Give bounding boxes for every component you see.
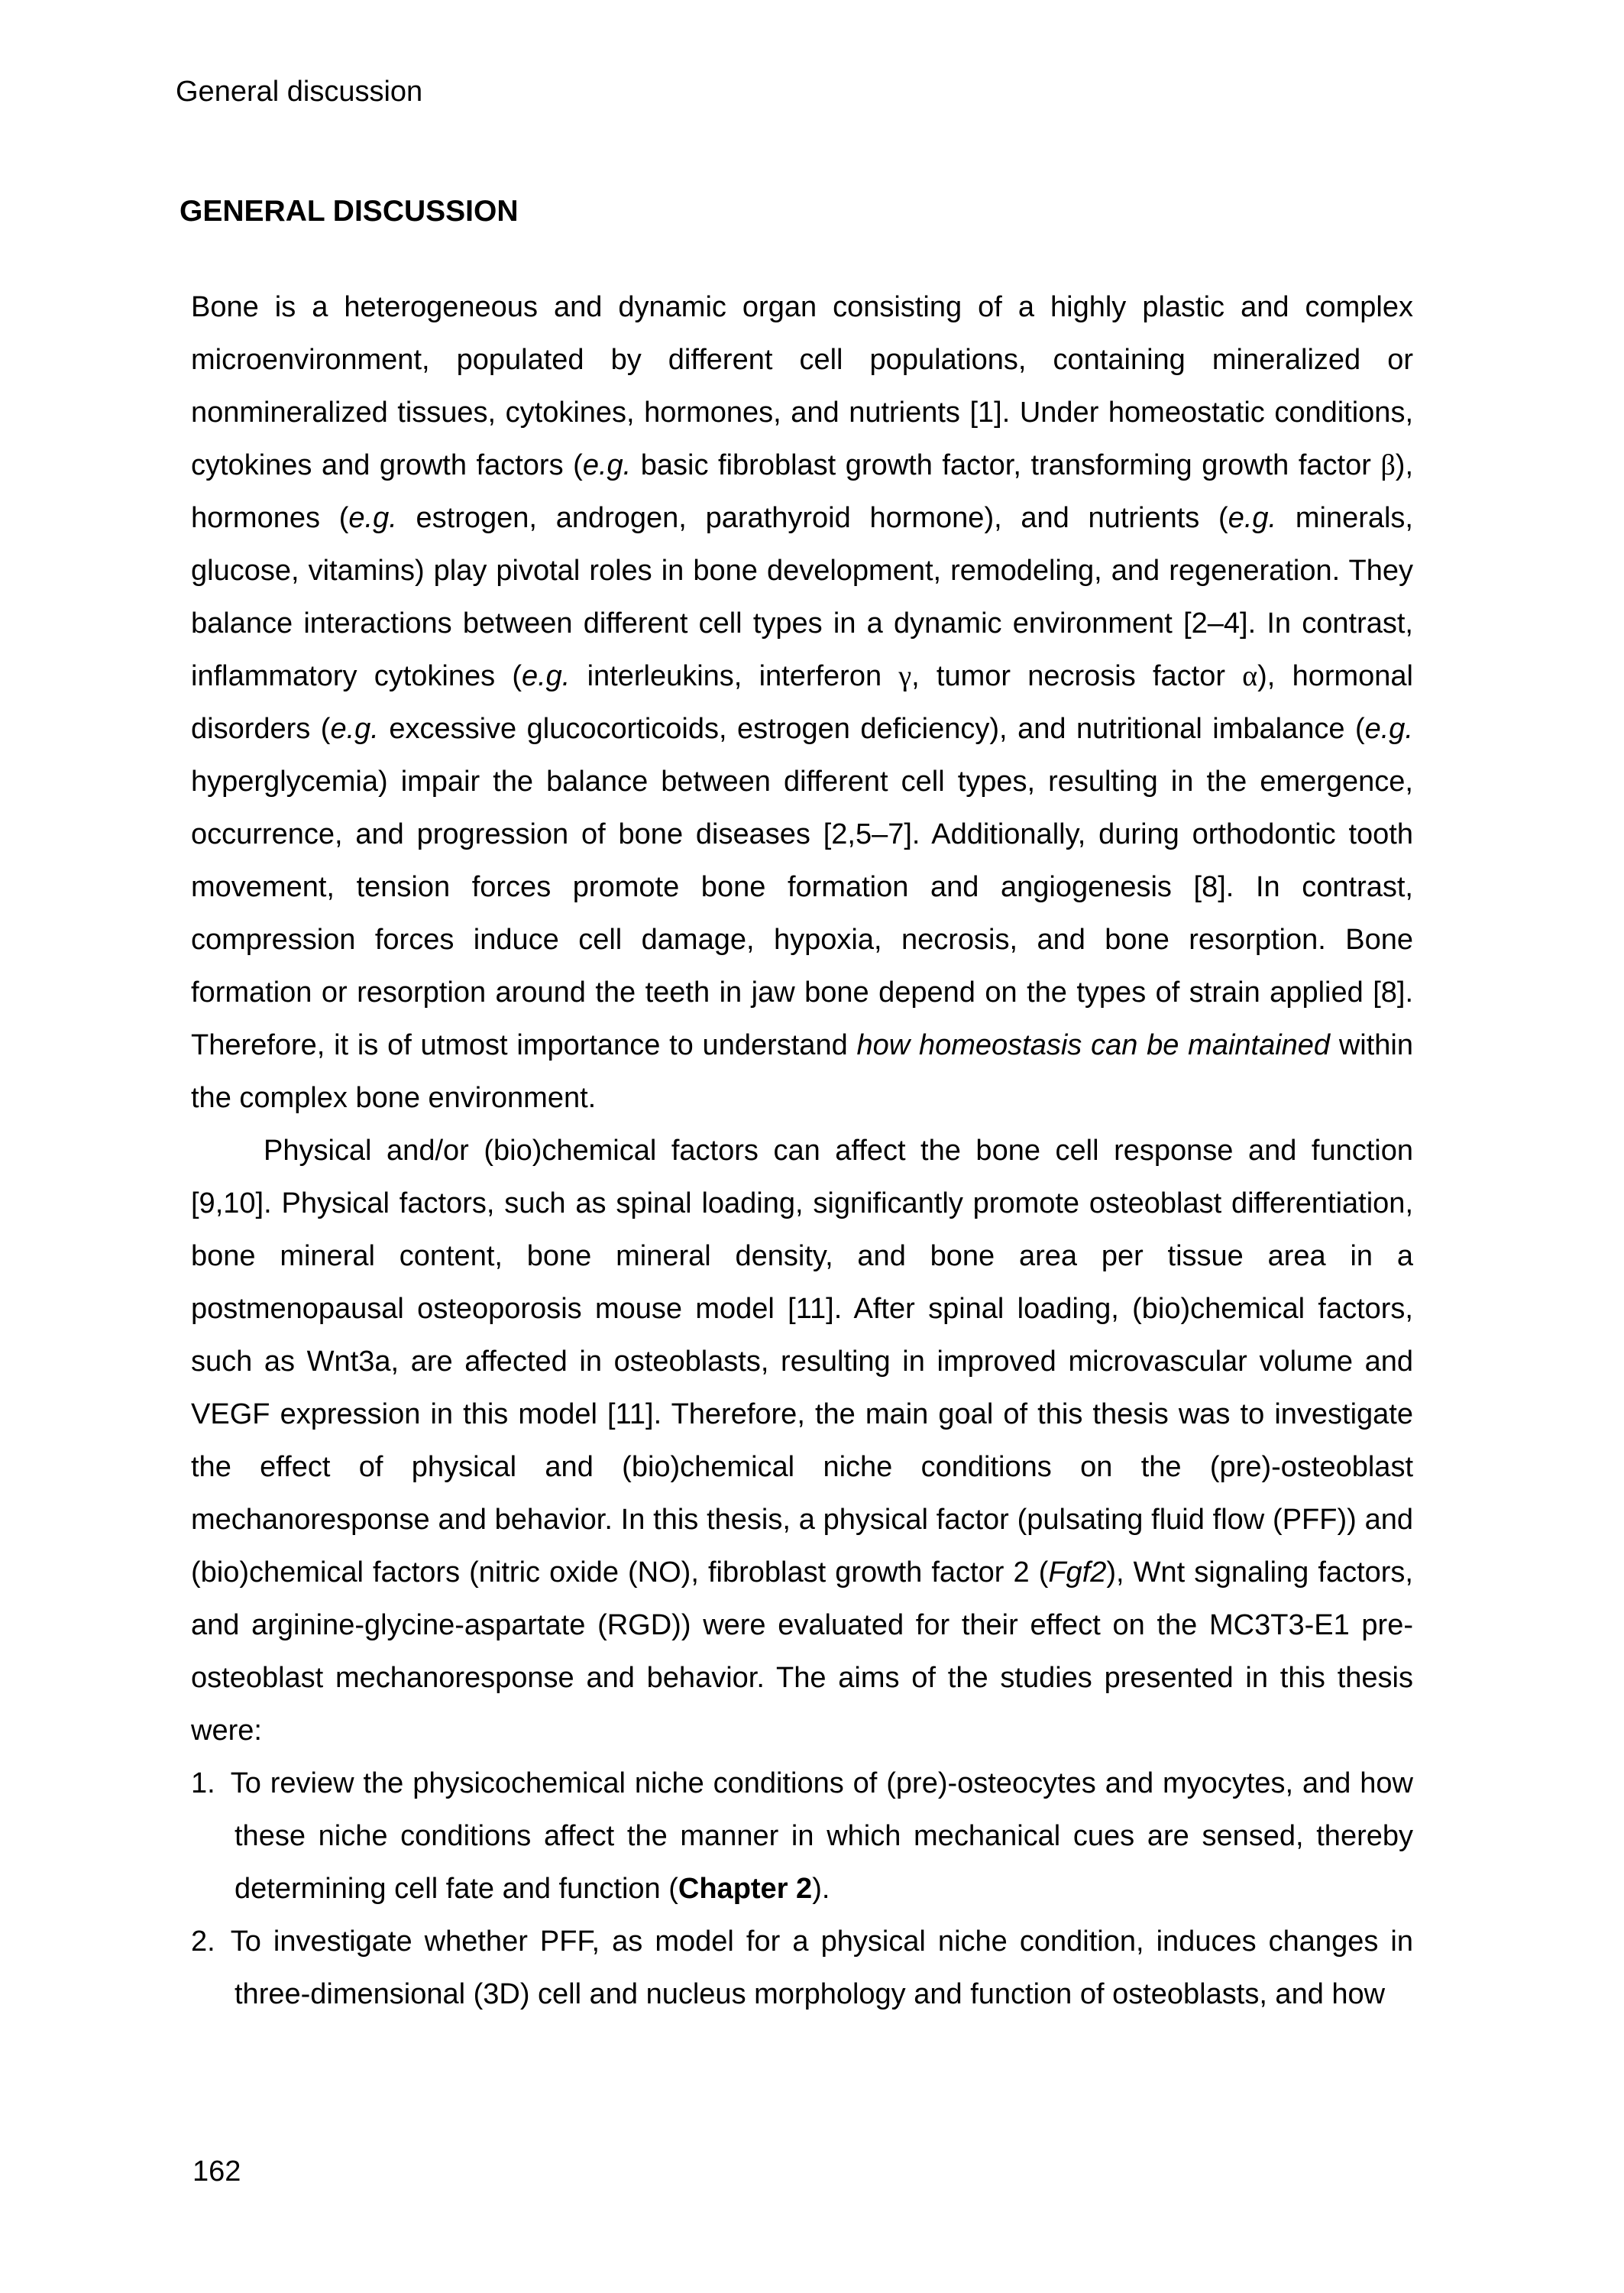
list-item-number: 1.: [191, 1767, 215, 1799]
section-heading: GENERAL DISCUSSION: [180, 195, 519, 228]
paragraph: Physical and/or (bio)chemical factors can affect the bone cell response and function [9,10]. Physical factors, such as spinal loading, significantly promote osteoblast differentiation, bone mineral content, bone mineral density, and bone area per tissue area in a postmenopausal osteoporosis mouse model [11]. After spinal loading, (bio)chemical factors, such as Wnt3a, are affected in osteoblasts, resulting in improved microvascular volume and VEGF expression in this model [11]. Therefore, the main goal of this thesis was to investigate the effect of physical and (bio)chemical niche conditions on the (pre)-osteoblast mechanoresponse and behavior. In this thesis, a physical factor (pulsating fluid flow (PFF)) and (bio)chemical factors (nitric oxide (NO), fibroblast growth factor 2 (Fgf2), Wnt signaling factors, and arginine-glycine-aspartate (RGD)) were evaluated for their effect on the MC3T3-E1 pre-osteoblast mechanoresponse and behavior. The aims of the studies presented in this thesis were:: [191, 1135, 1413, 1747]
running-header: General discussion: [176, 76, 423, 108]
aims-list: [191, 1757, 1413, 2021]
body-content: [191, 281, 1413, 2021]
page-number: 162: [192, 2155, 241, 2188]
list-item-text: To review the physicochemical niche conditions of (pre)-osteocytes and myocytes, and how these niche conditions affect the manner in which mechanical cues are sensed, thereby determining cell fate and function (Chapter 2).: [230, 1767, 1413, 1905]
list-item-number: 2.: [191, 1925, 215, 1958]
list-item-text: To investigate whether PFF, as model for a physical niche condition, induces changes in three-dimensional (3D) cell and nucleus morphology and function of osteoblasts, and how: [230, 1925, 1413, 2010]
list-item: [191, 1916, 1413, 2021]
paragraph: Bone is a heterogeneous and dynamic organ consisting of a highly plastic and complex microenvironment, populated by different cell populations, containing mineralized or nonmineralized tissues, cytokines, hormones, and nutrients [1]. Under homeostatic conditions, cytokines and growth factors (e.g. basic fibroblast growth factor, transforming growth factor β), hormones (e.g. estrogen, androgen, parathyroid hormone), and nutrients (e.g. minerals, glucose, vitamins) play pivotal roles in bone development, remodeling, and regeneration. They balance interactions between different cell types in a dynamic environment [2–4]. In contrast, inflammatory cytokines (e.g. interleukins, interferon γ, tumor necrosis factor α), hormonal disorders (e.g. excessive glucocorticoids, estrogen deficiency), and nutritional imbalance (e.g. hyperglycemia) impair the balance between different cell types, resulting in the emergence, occurrence, and progression of bone diseases [2,5–7]. Additionally, during orthodontic tooth movement, tension forces promote bone formation and angiogenesis [8]. In contrast, compression forces induce cell damage, hypoxia, necrosis, and bone resorption. Bone formation or resorption around the teeth in jaw bone depend on the types of strain applied [8]. Therefore, it is of utmost importance to understand how homeostasis can be maintained within the complex bone environment.: [191, 291, 1414, 1114]
list-item: [191, 1757, 1413, 1916]
